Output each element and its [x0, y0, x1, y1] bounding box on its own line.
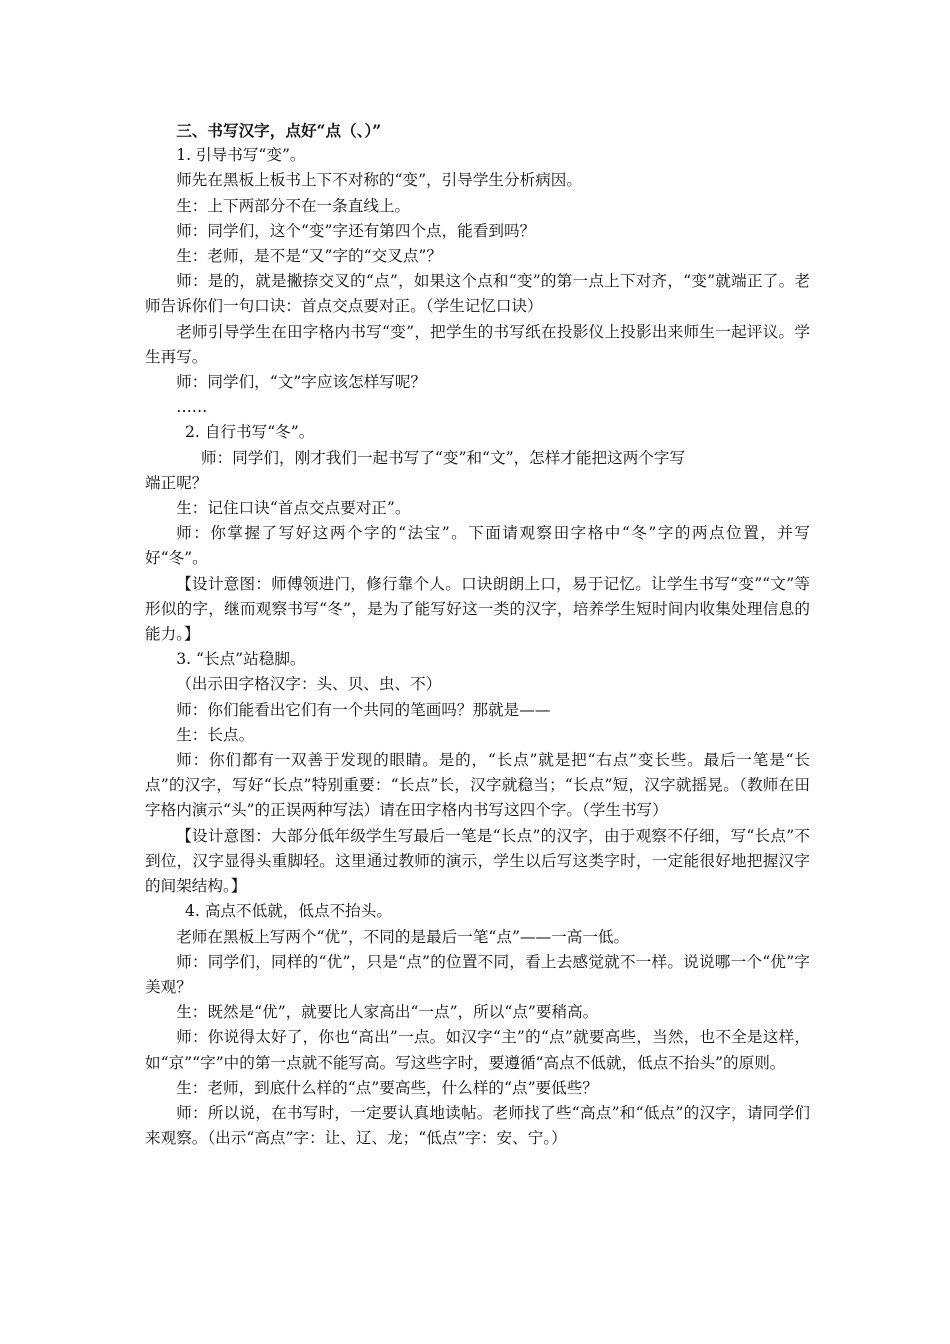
paragraph: 师：你们能看出它们有一个共同的笔画吗？那就是——	[176, 700, 551, 719]
paragraph: （出示田字格汉字：头、贝、虫、不）	[176, 675, 442, 694]
paragraph: 师：是的，就是撇捺交叉的“点”，如果这个点和“变”的第一点上下对齐，“变”就端正了。老师告诉你们一句口诀：首点交点要对正。（学生记忆口诀）	[145, 272, 810, 316]
paragraph-continuation: 端正呢？	[145, 473, 208, 492]
design-intent-note: 【设计意图：师傅领进门，修行靠个人。口诀朗朗上口，易于记忆。让学生书写“变”“文”等形似的字，继而观察书写“冬”，是为了能写好这一类的汉字，培养学生短时间内收集处理信息的能力。】	[145, 574, 810, 644]
ellipsis: ……	[176, 398, 208, 417]
paragraph: 生：长点。	[176, 725, 255, 744]
paragraph: 老师引导学生在田字格内书写“变”，把学生的书写纸在投影仪上投影出来师生一起评议。学生再写。	[145, 322, 810, 366]
step-3-heading: 3. “长点”站稳脚。	[176, 650, 306, 669]
paragraph: 生：老师，是不是“又”字的“交叉点”？	[176, 247, 442, 266]
paragraph: 生：既然是“优”，就要比人家高出“一点”，所以“点”要稍高。	[176, 1003, 599, 1022]
paragraph: 师：同学们，刚才我们一起书写了“变”和“文”，怎样才能把这两个字写	[201, 448, 686, 467]
paragraph: 生：老师，到底什么样的“点”要高些，什么样的“点”要低些？	[176, 1078, 598, 1097]
paragraph: 师：同学们，同样的“优”，只是“点”的位置不同，看上去感觉就不一样。说说哪一个“优”字美观？	[145, 952, 810, 996]
step-1-heading: 1. 引导书写“变”。	[176, 146, 306, 165]
paragraph: 老师在黑板上写两个“优”，不同的是最后一笔“点”——一高一低。	[176, 927, 630, 946]
design-intent-note: 【设计意图：大部分低年级学生写最后一笔是“长点”的汉字，由于观察不仔细，写“长点”不到位，汉字显得头重脚轻。这里通过教师的演示，学生以后写这类字时，一定能很好地把握汉字的间架结构。】	[145, 826, 810, 896]
paragraph: 师：你说得太好了，你也“高出”一点。如汉字“主”的“点”就要高些，当然，也不全是这样，如“京”“字”中的第一点就不能写高。写这些字时，要遵循“高点不低就，低点不抬头”的原则。	[145, 1028, 810, 1072]
paragraph: 师：同学们，这个“变”字还有第四个点，能看到吗？	[176, 221, 536, 240]
paragraph: 师：同学们，“文”字应该怎样写呢？	[176, 373, 427, 392]
document-page	[145, 118, 810, 1151]
paragraph: 师：你掌握了写好这两个字的“法宝”。下面请观察田字格中“冬”字的两点位置，并写好“冬”。	[145, 524, 810, 568]
paragraph: 生：上下两部分不在一条直线上。	[176, 196, 411, 215]
section-heading: 三、书写汉字，点好“点（、）”	[176, 121, 382, 140]
step-2-heading: 2. 自行书写“冬”。	[185, 423, 315, 442]
paragraph: 生：记住口诀“首点交点要对正”。	[176, 499, 411, 518]
paragraph: 师先在黑板上板书上下不对称的“变”，引导学生分析病因。	[176, 171, 582, 190]
paragraph: 师：所以说，在书写时，一定要认真地读帖。老师找了些“高点”和“低点”的汉字，请同学们来观察。（出示“高点”字：让、辽、龙；“低点”字：安、宁。）	[145, 1103, 810, 1148]
step-4-heading: 4. 高点不低就，低点不抬头。	[185, 902, 392, 921]
paragraph: 师：你们都有一双善于发现的眼睛。是的，“长点”就是把“右点”变长些。最后一笔是“长点”的汉字，写好“长点”特别重要：“长点”长，汉字就稳当；“长点”短，汉字就摇晃。（教师在田字格内演示“头”的正误两种写法）请在田字格内书写这四个字。（学生书写）	[145, 751, 810, 820]
